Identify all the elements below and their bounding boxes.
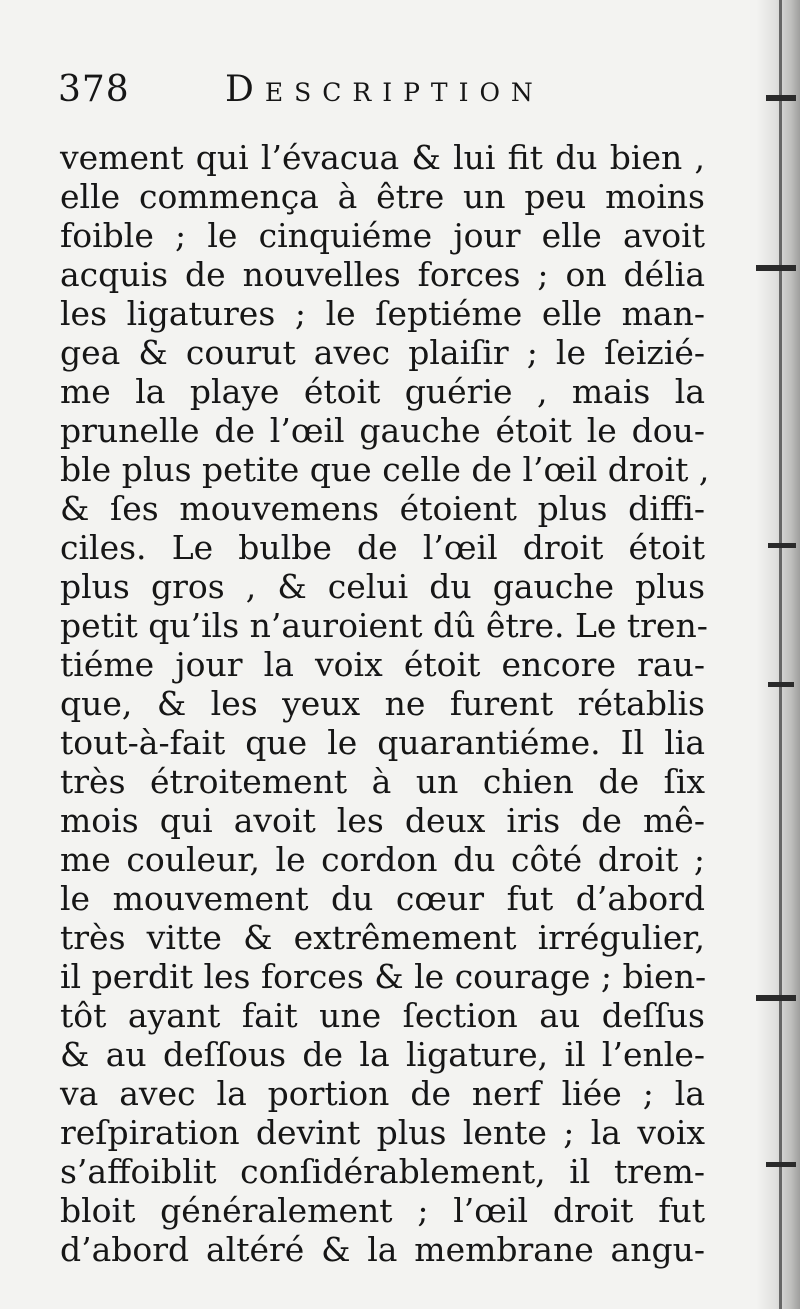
text-line: que, & les yeux ne furent rétablis xyxy=(60,684,705,723)
text-line: vement qui l’évacua & lui fit du bien , xyxy=(60,138,705,177)
text-line: bloit généralement ; l’œil droit fut xyxy=(60,1191,705,1230)
text-line: & ſes mouvemens étoient plus diffi- xyxy=(60,489,705,528)
text-line: ble plus petite que celle de l’œil droit , xyxy=(60,450,710,489)
text-line: le mouvement du cœur fut d’abord xyxy=(60,879,705,918)
text-line: me la playe étoit guérie , mais la xyxy=(60,372,705,411)
text-line: & au deſſous de la ligature, il l’enle- xyxy=(60,1035,705,1074)
text-line: foible ; le cinquiéme jour elle avoit xyxy=(60,216,705,255)
margin-mark xyxy=(768,543,796,548)
text-line: tiéme jour la voix étoit encore rau- xyxy=(60,645,705,684)
margin-mark xyxy=(756,995,796,1001)
text-line: acquis de nouvelles forces ; on délia xyxy=(60,255,705,294)
margin-mark xyxy=(756,265,796,271)
body-text xyxy=(60,138,710,1269)
text-line: prunelle de l’œil gauche étoit le dou- xyxy=(60,411,705,450)
text-line: ciles. Le bulbe de l’œil droit étoit xyxy=(60,528,705,567)
text-line: il perdit les forces & le courage ; bien- xyxy=(60,957,707,996)
margin-mark xyxy=(766,1162,796,1167)
text-line: plus gros , & celui du gauche plus xyxy=(60,567,705,606)
text-line: gea & courut avec plaiſir ; le ſeizié- xyxy=(60,333,705,372)
text-line: tôt ayant fait une ſection au deſſus xyxy=(60,996,705,1035)
text-line: s’affoiblit conſidérablement, il trem- xyxy=(60,1152,705,1191)
page-number: 378 xyxy=(58,69,130,110)
margin-mark xyxy=(768,682,794,687)
text-line: va avec la portion de nerf liée ; la xyxy=(60,1074,705,1113)
text-line: très vitte & extrêmement irrégulier, xyxy=(60,918,705,957)
page-spine-shadow xyxy=(756,0,800,1309)
text-line: petit qu’ils n’auroient dû être. Le tren- xyxy=(60,606,708,645)
text-line: me couleur, le cordon du côté droit ; xyxy=(60,840,705,879)
text-line: reſpiration devint plus lente ; la voix xyxy=(60,1113,705,1152)
text-line: très étroitement à un chien de ſix xyxy=(60,762,705,801)
text-line: mois qui avoit les deux iris de mê- xyxy=(60,801,705,840)
text-line: les ligatures ; le ſeptiéme elle man- xyxy=(60,294,705,333)
page-edge-line xyxy=(779,0,782,1309)
margin-mark xyxy=(766,95,796,101)
text-line: elle commença à être un peu moins xyxy=(60,177,705,216)
text-line: tout-à-fait que le quarantiéme. Il lia xyxy=(60,723,705,762)
running-head: Description xyxy=(225,69,544,110)
text-line: d’abord altéré & la membrane angu- xyxy=(60,1230,705,1269)
